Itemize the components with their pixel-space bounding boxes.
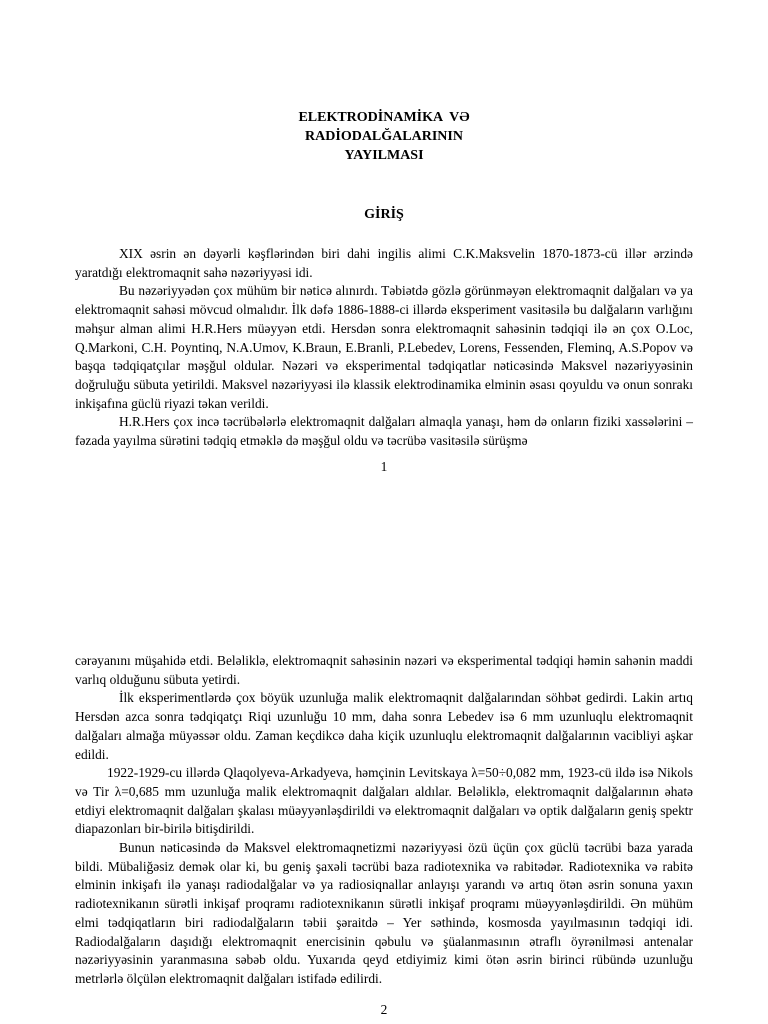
paragraph: İlk eksperimentlərdə çox böyük uzunluğa malik elektromaqnit dalğalarından söhbət gedirdi. Lakin artıq Hersdən azca sonra tədqiqatçı Riqi uzunluğu 10 mm, daha sonra Lebedev isə 6 mm uzunluqlu elektromaqnit dalğaları almağa müyəssər oldu. Zaman keçdikcə daha kiçik uzunluqlu elektromaqnit dalğalarının vacibliyi aşkar edildi. (75, 690, 693, 762)
page-2-content (75, 652, 693, 989)
title-line: ELEKTRODİNAMİKA VƏ (298, 110, 470, 125)
title-line: RADİODALĞALARININ (305, 129, 463, 144)
paragraph: cərəyanını müşahidə etdi. Beləliklə, elektromaqnit sahəsinin nəzəri və eksperimental tədqiqi həmin sahənin maddi varlıq olduğunu sübuta yetirdi. (75, 653, 693, 687)
paragraph: XIX əsrin ən dəyərli kəşflərindən biri dahi ingilis alimi C.K.Maksvelin 1870-1873-cü illər ərzində yaratdığı elektromaqnit sahə nəzəriyyəsi idi. (75, 246, 693, 280)
title-line: YAYILMASI (344, 148, 424, 163)
paragraph: Bunun nəticəsində də Maksvel elektromaqnetizmi nəzəriyyəsi özü üçün çox güclü təcrübi baza yarada bildi. Mübaliğəsiz demək olar ki, bu geniş şaxəli təcrübi baza radiotexnika və rabitədər. Radiotexnika və rabitə elminin inkişafı ilə yanaşı radiodalğalar və ya radiosiqnallar anlayışı yarandı və artıq ötən əsrin sonuna yaxın radiotexnikanın sürətli inkişaf proqramı radiotexnikanın sürətli inkişaf proqramı müəyyənləşdirildi. Ən mühüm elmi tədqiqatların biri radiodalğaların təbii şəraitdə – Yer səthində, kosmosda yayılmasının tədqiqi idi. Radiodalğaların daşıdığı elektromaqnit enercisinin qəbulu və şüalanmasının ətraflı öyrənilməsi antenalar nəzəriyyəsinin yaranmasına səbəb oldu. Yuxarıda qeyd etdiyimiz kimi ötən əsrin birinci rübündə uzunluğu metrlərlə ölçülən elektromaqnit dalğaları istifadə edilirdi. (75, 840, 693, 986)
section-heading: GİRİŞ (364, 207, 404, 222)
paragraph: Bu nəzəriyyədən çox mühüm bir nəticə alınırdı. Təbiətdə gözlə görünməyən elektromaqnit dalğaları və ya elektromaqnit sahəsi mövcud olmalıdır. İlk dəfə 1886-1888-ci illərdə eksperiment vasitəsilə bu dalğaların varlığını məhşur alman alimi H.R.Hers müəyyən etdi. Hersdən sonra elektromaqnit sahəsinin tədqiqi ilə ən çox O.Loc, Q.Markoni, C.H. Poyntinq, N.A.Umov, K.Braun, E.Branli, P.Lebedev, Lorens, Fessenden, Fleminq, A.S.Popov və başqa tədqiqatçılar məşğul oldular. Nəzəri və eksperimental tədqiqatlar nəticəsində Maksvel nəzəriyyəsinin doğruluğu sübuta yetirildi. Maksvel nəzəriyyəsi ilə klassik elektrodinamika elminin əsası qoyuldu və onun sonrakı inkişafına güclü riyazi təkan verildi. (75, 283, 693, 411)
paragraph: H.R.Hers çox incə təcrübələrlə elektromaqnit dalğaları almaqla yanaşı, həm də onların fiziki xassələrini – fəzada yayılma sürətini tədqiq etməklə də məşğul oldu və təcrübə vasitəsilə sürüşmə (75, 414, 693, 449)
paragraph: 1922-1929-cu illərdə Qlaqolyeva-Arkadyeva, həmçinin Levitskaya λ=50÷0,082 mm, 1923-cü ildə isə Nikols və Tir λ=0,685 mm uzunluğa malik elektromaqnit dalğaları aldılar. Beləliklə, elektromaqnit dalğalarının əhatə etdiyi elektromaqnit dalğaları şkalası müəyyənləşdirildi və elektromaqnit dalğaları və optik dalğaların geniş spektr diapazonları bir-birilə bitişdirildi. (75, 765, 693, 837)
document-title (75, 108, 693, 165)
page-number: 2 (380, 1002, 388, 1017)
page-number: 1 (380, 459, 388, 474)
body-text (75, 245, 693, 451)
page-1-content (75, 108, 693, 451)
